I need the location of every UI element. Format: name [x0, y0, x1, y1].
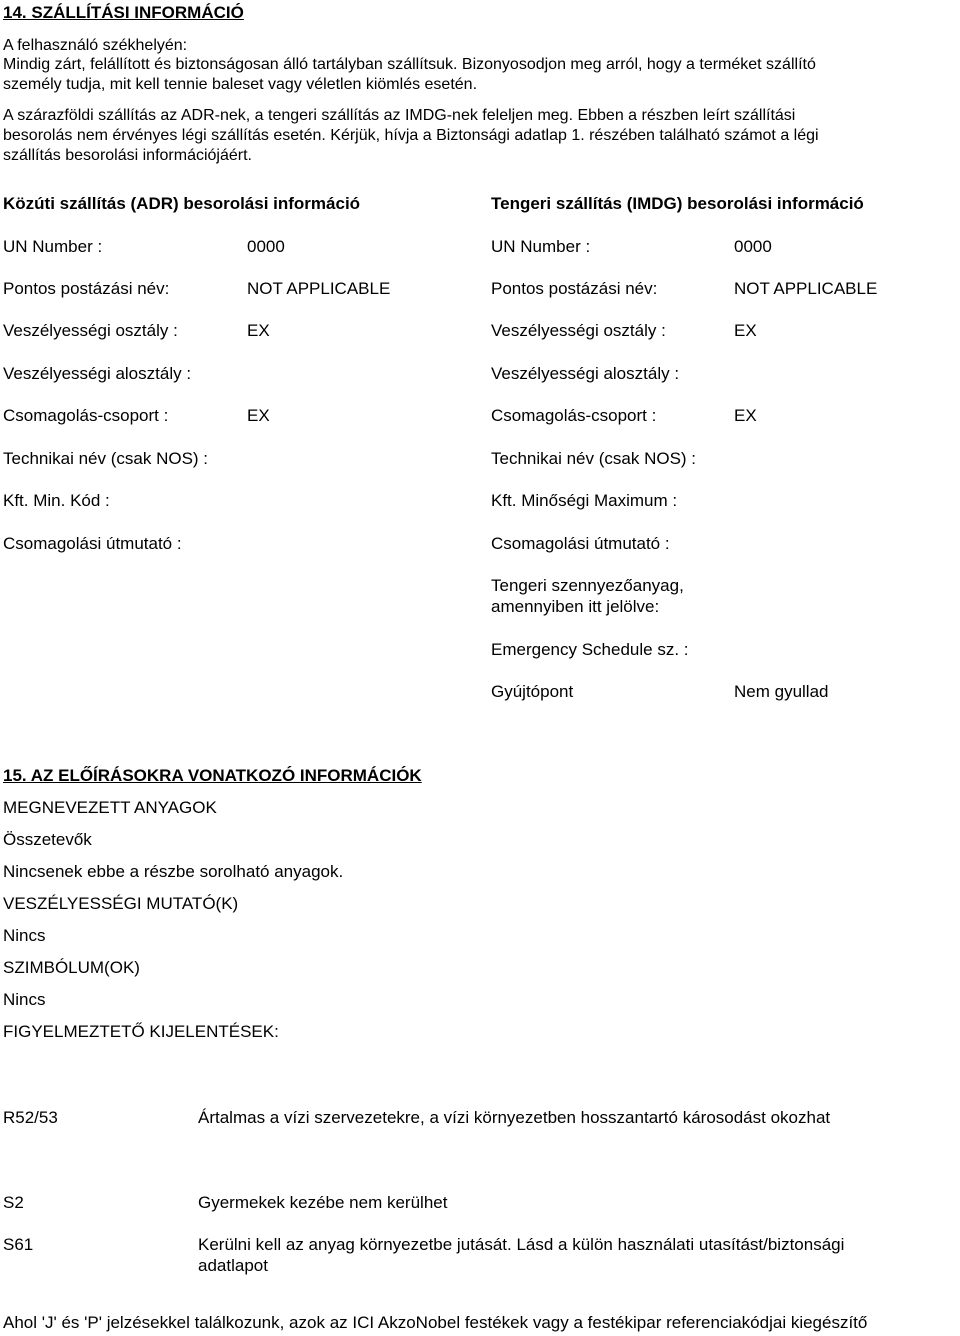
transport-paragraph-line2: besorolás nem érvényes légi szállítás esetén. Kérjük, hívja a Biztonsági adatlap 1. részében található számot a légi [3, 127, 819, 144]
adr-label: UN Number : [3, 237, 103, 256]
imdg-value: EX [734, 406, 757, 425]
phrase-text-continued: adatlapot [198, 1256, 268, 1275]
imdg-label: Pontos postázási név: [491, 279, 658, 298]
transport-paragraph-line1: A szárazföldi szállítás az ADR-nek, a tengeri szállítás az IMDG-nek feleljen meg. Ebben a részben leírt szállítási [3, 107, 796, 124]
imdg-label: UN Number : [491, 237, 591, 256]
adr-label: Technikai név (csak NOS) : [3, 449, 209, 468]
storage-paragraph-line2: személy tudja, mit kell tennie baleset vagy véletlen kiömlés esetén. [3, 76, 478, 93]
symbols-value: Nincs [3, 990, 46, 1009]
phrase-code: R52/53 [3, 1108, 58, 1127]
imdg-label: Veszélyességi osztály : [491, 321, 666, 340]
phrase-code: S2 [3, 1193, 24, 1212]
adr-label: Veszélyességi osztály : [3, 321, 178, 340]
marine-pollutant-label-line2: amennyiben itt jelölve: [491, 597, 660, 616]
imdg-value: NOT APPLICABLE [734, 279, 878, 298]
imdg-heading: Tengeri szállítás (IMDG) besorolási információ [491, 194, 864, 213]
phrase-text: Kerülni kell az anyag környezetbe jutását. Lásd a külön használati utasítást/biztonsági [198, 1235, 845, 1254]
adr-value: EX [247, 406, 270, 425]
imdg-value: 0000 [734, 237, 772, 256]
imdg-label: Kft. Minőségi Maximum : [491, 491, 678, 510]
adr-label: Csomagolási útmutató : [3, 534, 182, 553]
named-substances-label: MEGNEVEZETT ANYAGOK [3, 798, 217, 817]
components-label: Összetevők [3, 830, 92, 849]
symbols-label: SZIMBÓLUM(OK) [3, 958, 140, 977]
section-15-heading: 15. AZ ELŐÍRÁSOKRA VONATKOZÓ INFORMÁCIÓK [3, 766, 422, 785]
adr-heading: Közúti szállítás (ADR) besorolási információ [3, 194, 361, 213]
adr-label: Kft. Min. Kód : [3, 491, 110, 510]
imdg-label: Csomagolási útmutató : [491, 534, 670, 553]
marine-pollutant-label-line1: Tengeri szennyezőanyag, [491, 576, 684, 595]
imdg-label: Veszélyességi alosztály : [491, 364, 680, 383]
flash-point-value: Nem gyullad [734, 682, 829, 701]
phrase-text: Ártalmas a vízi szervezetekre, a vízi környezetben hosszantartó károsodást okozhat [198, 1108, 831, 1127]
flash-point-label: Gyújtópont [491, 682, 574, 701]
phrase-code: S61 [3, 1235, 34, 1254]
imdg-value: EX [734, 321, 757, 340]
warnings-label: FIGYELMEZTETŐ KIJELENTÉSEK: [3, 1022, 279, 1041]
adr-label: Pontos postázási név: [3, 279, 170, 298]
user-site-label: A felhasználó székhelyén: [3, 37, 188, 54]
phrase-text: Gyermekek kezébe nem kerülhet [198, 1193, 448, 1212]
emergency-schedule-label: Emergency Schedule sz. : [491, 640, 689, 659]
hazard-indicators-label: VESZÉLYESSÉGI MUTATÓ(K) [3, 894, 239, 913]
none-listed-text: Nincsenek ebbe a részbe sorolható anyagok. [3, 862, 344, 881]
adr-value: NOT APPLICABLE [247, 279, 391, 298]
transport-paragraph-line3: szállítás besorolási információjáért. [3, 147, 252, 164]
imdg-label: Technikai név (csak NOS) : [491, 449, 697, 468]
adr-value: 0000 [247, 237, 285, 256]
adr-label: Veszélyességi alosztály : [3, 364, 192, 383]
footer-note: Ahol 'J' és 'P' jelzésekkel találkozunk, azok az ICI AkzoNobel festékek vagy a festékipar referenciakódjai kiegészítő [3, 1313, 868, 1332]
section-14-heading: 14. SZÁLLÍTÁSI INFORMÁCIÓ [3, 3, 244, 22]
adr-label: Csomagolás-csoport : [3, 406, 169, 425]
storage-paragraph-line1: Mindig zárt, felállított és biztonságosan álló tartályban szállítsuk. Bizonyosodjon meg arról, hogy a terméket szállító [3, 56, 816, 73]
hazard-indicators-value: Nincs [3, 926, 46, 945]
adr-value: EX [247, 321, 270, 340]
imdg-label: Csomagolás-csoport : [491, 406, 657, 425]
